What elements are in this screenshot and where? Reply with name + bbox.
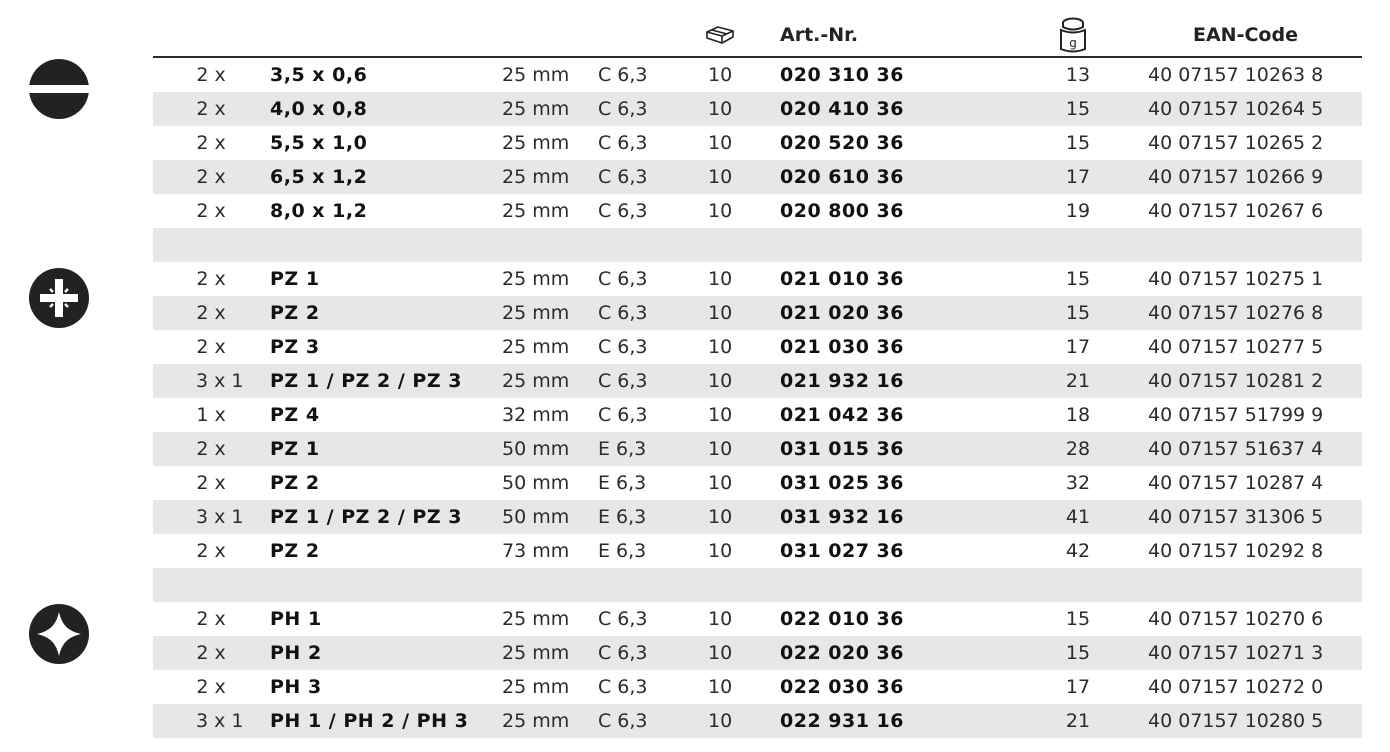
size-cell: PZ 2 [270,540,320,562]
size-cell: 4,0 x 0,8 [270,98,368,120]
shank-cell: C 6,3 [598,166,648,188]
length-cell: 50 mm [502,506,570,528]
weight-cell: 15 [1065,268,1091,290]
weight-cell: 32 [1065,472,1091,494]
length-cell: 25 mm [502,200,570,222]
quantity-cell: 2 x [196,472,226,494]
weight-cell: 18 [1065,404,1091,426]
article-number-cell: 031 027 36 [780,540,904,562]
pozidriv-bit-icon [28,267,90,333]
shank-cell: C 6,3 [598,200,648,222]
shank-cell: C 6,3 [598,98,648,120]
table-row [153,262,1362,296]
pack-quantity-cell: 10 [708,608,733,630]
table-row [153,670,1362,704]
size-cell: PZ 1 / PZ 2 / PZ 3 [270,506,462,528]
weight-cell: 15 [1065,608,1091,630]
slotted-bit-icon [28,58,90,124]
shank-cell: C 6,3 [598,676,648,698]
length-cell: 25 mm [502,268,570,290]
table-row [153,126,1362,160]
pack-quantity-cell: 10 [708,676,733,698]
length-cell: 73 mm [502,540,570,562]
weight-cell: 17 [1065,166,1091,188]
ean-code-cell: 40 07157 10270 6 [1148,608,1324,630]
quantity-cell: 2 x [196,608,226,630]
size-cell: PZ 1 [270,268,320,290]
table-row [153,296,1362,330]
quantity-cell: 2 x [196,64,226,86]
weight-cell: 21 [1065,710,1091,732]
length-cell: 50 mm [502,438,570,460]
table-row [153,500,1362,534]
shank-cell: C 6,3 [598,608,648,630]
quantity-cell: 2 x [196,642,226,664]
ean-code-cell: 40 07157 10263 8 [1148,64,1324,86]
weight-cell: 17 [1065,676,1091,698]
pack-quantity-cell: 10 [708,540,733,562]
length-cell: 25 mm [502,132,570,154]
size-cell: PZ 3 [270,336,320,358]
shank-cell: C 6,3 [598,710,648,732]
article-number-cell: 031 932 16 [780,506,904,528]
quantity-cell: 2 x [196,540,226,562]
ean-code-cell: 40 07157 10280 5 [1148,710,1324,732]
pack-quantity-cell: 10 [708,166,733,188]
size-cell: PZ 1 / PZ 2 / PZ 3 [270,370,462,392]
table-row [153,160,1362,194]
ean-code-cell: 40 07157 10271 3 [1148,642,1324,664]
table-row [153,466,1362,500]
table-row [153,704,1362,738]
size-cell: PH 1 [270,608,322,630]
quantity-cell: 2 x [196,336,226,358]
quantity-cell: 3 x 1 [196,370,244,392]
article-number-cell: 020 520 36 [780,132,904,154]
quantity-cell: 2 x [196,268,226,290]
quantity-cell: 2 x [196,438,226,460]
pack-quantity-cell: 10 [708,404,733,426]
size-cell: PZ 1 [270,438,320,460]
length-cell: 25 mm [502,608,570,630]
pack-quantity-cell: 10 [708,506,733,528]
shank-cell: C 6,3 [598,404,648,426]
length-cell: 50 mm [502,472,570,494]
size-cell: PZ 4 [270,404,320,426]
quantity-cell: 3 x 1 [196,710,244,732]
article-number-cell: 021 010 36 [780,268,904,290]
quantity-cell: 2 x [196,302,226,324]
table-row [153,602,1362,636]
article-number-cell: 020 800 36 [780,200,904,222]
weight-gram-icon [1057,16,1089,58]
pack-quantity-cell: 10 [708,472,733,494]
length-cell: 25 mm [502,370,570,392]
weight-cell: 15 [1065,132,1091,154]
article-number-cell: 031 015 36 [780,438,904,460]
table-row [153,58,1362,92]
group-separator [153,228,1362,262]
size-cell: PH 2 [270,642,322,664]
quantity-cell: 2 x [196,98,226,120]
article-number-cell: 021 932 16 [780,370,904,392]
length-cell: 25 mm [502,676,570,698]
ean-code-cell: 40 07157 10264 5 [1148,98,1324,120]
length-cell: 25 mm [502,98,570,120]
size-cell: PZ 2 [270,472,320,494]
pack-quantity-cell: 10 [708,132,733,154]
article-number-header: Art.-Nr. [780,24,859,46]
article-number-cell: 022 010 36 [780,608,904,630]
shank-cell: C 6,3 [598,336,648,358]
weight-cell: 42 [1065,540,1091,562]
ean-code-cell: 40 07157 10281 2 [1148,370,1324,392]
article-number-cell: 020 610 36 [780,166,904,188]
table-row [153,432,1362,466]
ean-code-cell: 40 07157 10275 1 [1148,268,1324,290]
ean-code-cell: 40 07157 10276 8 [1148,302,1324,324]
table-row [153,636,1362,670]
size-cell: PH 3 [270,676,322,698]
weight-cell: 28 [1065,438,1091,460]
weight-cell: 19 [1065,200,1091,222]
product-table [153,58,1362,738]
quantity-cell: 2 x [196,166,226,188]
pack-quantity-cell: 10 [708,64,733,86]
size-cell: 6,5 x 1,2 [270,166,368,188]
weight-cell: 13 [1065,64,1091,86]
weight-cell: 17 [1065,336,1091,358]
ean-code-cell: 40 07157 10265 2 [1148,132,1324,154]
pack-quantity-cell: 10 [708,710,733,732]
article-number-cell: 020 410 36 [780,98,904,120]
ean-code-cell: 40 07157 10266 9 [1148,166,1324,188]
pack-quantity-cell: 10 [708,200,733,222]
ean-code-cell: 40 07157 10292 8 [1148,540,1324,562]
size-cell: 3,5 x 0,6 [270,64,368,86]
ean-code-cell: 40 07157 10272 0 [1148,676,1324,698]
shank-cell: E 6,3 [598,438,647,460]
size-cell: 8,0 x 1,2 [270,200,368,222]
table-row [153,364,1362,398]
length-cell: 25 mm [502,166,570,188]
ean-code-cell: 40 07157 10267 6 [1148,200,1324,222]
article-number-cell: 022 020 36 [780,642,904,664]
shank-cell: C 6,3 [598,302,648,324]
length-cell: 25 mm [502,642,570,664]
shank-cell: E 6,3 [598,540,647,562]
table-row [153,398,1362,432]
article-number-cell: 021 030 36 [780,336,904,358]
ean-code-cell: 40 07157 51799 9 [1148,404,1324,426]
length-cell: 25 mm [502,710,570,732]
shank-cell: E 6,3 [598,506,647,528]
weight-cell: 15 [1065,642,1091,664]
article-number-cell: 020 310 36 [780,64,904,86]
ean-code-cell: 40 07157 51637 4 [1148,438,1324,460]
article-number-cell: 021 020 36 [780,302,904,324]
weight-cell: 15 [1065,98,1091,120]
table-row [153,92,1362,126]
shank-cell: C 6,3 [598,370,648,392]
length-cell: 32 mm [502,404,570,426]
length-cell: 25 mm [502,302,570,324]
pack-quantity-cell: 10 [708,302,733,324]
pack-quantity-cell: 10 [708,370,733,392]
ean-code-header: EAN-Code [1193,24,1298,46]
weight-cell: 21 [1065,370,1091,392]
pack-quantity-cell: 10 [708,98,733,120]
size-cell: PH 1 / PH 2 / PH 3 [270,710,469,732]
size-cell: PZ 2 [270,302,320,324]
table-row [153,194,1362,228]
article-number-cell: 021 042 36 [780,404,904,426]
length-cell: 25 mm [502,64,570,86]
ean-code-cell: 40 07157 10287 4 [1148,472,1324,494]
pack-quantity-cell: 10 [708,438,733,460]
length-cell: 25 mm [502,336,570,358]
article-number-cell: 022 030 36 [780,676,904,698]
quantity-cell: 2 x [196,132,226,154]
quantity-cell: 1 x [196,404,226,426]
svg-text:g: g [1069,36,1077,50]
shank-cell: C 6,3 [598,64,648,86]
phillips-bit-icon [28,603,90,669]
shank-cell: C 6,3 [598,642,648,664]
table-row [153,330,1362,364]
article-number-cell: 022 931 16 [780,710,904,732]
shank-cell: C 6,3 [598,268,648,290]
shank-cell: C 6,3 [598,132,648,154]
quantity-cell: 2 x [196,676,226,698]
ean-code-cell: 40 07157 10277 5 [1148,336,1324,358]
shank-cell: E 6,3 [598,472,647,494]
quantity-cell: 2 x [196,200,226,222]
pack-quantity-cell: 10 [708,268,733,290]
group-separator [153,568,1362,602]
table-header [153,14,1362,58]
weight-cell: 15 [1065,302,1091,324]
pack-quantity-cell: 10 [708,336,733,358]
table-row [153,534,1362,568]
size-cell: 5,5 x 1,0 [270,132,368,154]
pack-quantity-cell: 10 [708,642,733,664]
article-number-cell: 031 025 36 [780,472,904,494]
weight-cell: 41 [1065,506,1091,528]
ean-code-cell: 40 07157 31306 5 [1148,506,1324,528]
quantity-cell: 3 x 1 [196,506,244,528]
box-icon [705,23,735,51]
